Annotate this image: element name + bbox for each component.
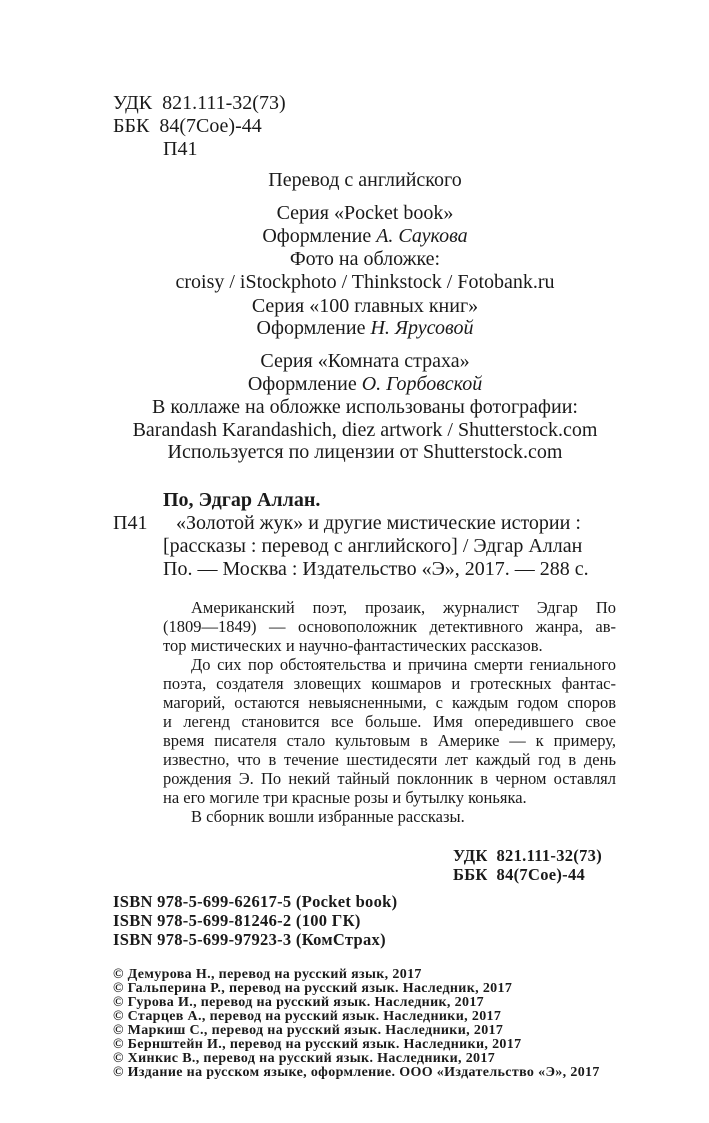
designer: О. Горбовской <box>361 373 483 395</box>
design-prefix: Оформление <box>262 225 372 247</box>
copyright-line: © Демурова Н., перевод на русский язык, 2017 <box>113 967 422 982</box>
photo-credits: croisy / iStockphoto / Thinkstock / Fotobank.ru <box>175 271 555 293</box>
abstract-line: До сих пор обстоятельства и причина смерти гениального <box>191 655 616 674</box>
abstract-line: (1809—1849) — основоположник детективного жанра, ав- <box>163 617 616 636</box>
series-design <box>113 226 617 246</box>
photo-label: Фото на обложке: <box>289 248 441 270</box>
abstract-line: известно, что в течение шестидесяти лет каждый год в день <box>163 750 616 769</box>
abstract-line: поэта, создателя зловещих кошмаров и гротескных фантас- <box>163 674 616 693</box>
copyright-line: © Издание на русском языке, оформление. ООО «Издательство «Э», 2017 <box>113 1065 600 1080</box>
series-title: Серия «Комната страха» <box>260 350 470 372</box>
copyright-line: © Гурова И., перевод на русский язык. Наследник, 2017 <box>113 995 485 1010</box>
isbn-line: ISBN 978-5-699-97923-3 (КомСтрах) <box>113 930 386 949</box>
designer: Н. Ярусовой <box>370 317 474 339</box>
design-prefix: Оформление <box>256 317 366 339</box>
bbk-value: 84(7Сое)-44 <box>159 115 262 137</box>
udk-line <box>113 93 286 113</box>
copyright-line: © Старцев А., перевод на русский язык. Наследники, 2017 <box>113 1009 502 1024</box>
collage-credits: Barandash Karandashich, diez artwork / Shutterstock.com <box>132 419 598 441</box>
license-note: Используется по лицензии от Shutterstock.com <box>167 441 563 463</box>
record-sign: П41 <box>113 512 148 534</box>
translation-note: Перевод с английского <box>268 169 462 191</box>
series-title: Серия «100 главных книг» <box>251 295 479 317</box>
copyright-line: © Маркиш С., перевод на русский язык. Наследники, 2017 <box>113 1023 504 1038</box>
record-author: По, Эдгар Аллан. <box>163 489 321 511</box>
copyright-line: © Гальперина Р., перевод на русский язык. Наследник, 2017 <box>113 981 513 996</box>
udk-label: УДК <box>113 92 153 114</box>
abstract-line: время писателя стало культовым в Америке — к примеру, <box>163 731 616 750</box>
abstract-line: на его могиле три красные розы и бутылку коньяка. <box>163 788 527 807</box>
bbk-line <box>113 116 262 136</box>
series-design <box>113 318 617 338</box>
abstract-line: магорий, остаются невыясненными, с каждым годом споров <box>163 693 616 712</box>
author-sign: П41 <box>163 138 198 160</box>
bbk-bottom: ББК 84(7Сое)-44 <box>453 865 586 884</box>
design-prefix: Оформление <box>247 373 357 395</box>
abstract-line: и легенд становится все больше. Имя опередившего свое <box>163 712 616 731</box>
collage-note: В коллаже на обложке использованы фотографии: <box>152 396 578 418</box>
series-title: Серия «Pocket book» <box>276 202 454 224</box>
copyright-line: © Хинкис В., перевод на русский язык. Наследники, 2017 <box>113 1051 496 1066</box>
isbn-line: ISBN 978-5-699-62617-5 (Pocket book) <box>113 892 398 911</box>
isbn-line: ISBN 978-5-699-81246-2 (100 ГК) <box>113 911 361 930</box>
abstract-line: тор мистических и научно-фантастических рассказов. <box>163 636 543 655</box>
series-design <box>113 374 617 394</box>
udk-bottom: УДК 821.111-32(73) <box>453 846 602 865</box>
record-line: По. — Москва : Издательство «Э», 2017. — 288 с. <box>163 558 589 580</box>
copyright-line: © Бернштейн И., перевод на русский язык. Наследники, 2017 <box>113 1037 522 1052</box>
abstract-line: В сборник вошли избранные рассказы. <box>191 807 465 826</box>
designer: А. Саукова <box>376 225 468 247</box>
udk-value: 821.111-32(73) <box>162 92 286 114</box>
abstract-line: рождения Э. По некий тайный поклонник в черном оставлял <box>163 769 616 788</box>
record-line: [рассказы : перевод с английского] / Эдгар Аллан <box>163 535 583 557</box>
record-title: «Золотой жук» и другие мистические истории : <box>176 512 581 534</box>
abstract-line: Американский поэт, прозаик, журналист Эдгар По <box>191 598 616 617</box>
bbk-label: ББК <box>113 115 150 137</box>
